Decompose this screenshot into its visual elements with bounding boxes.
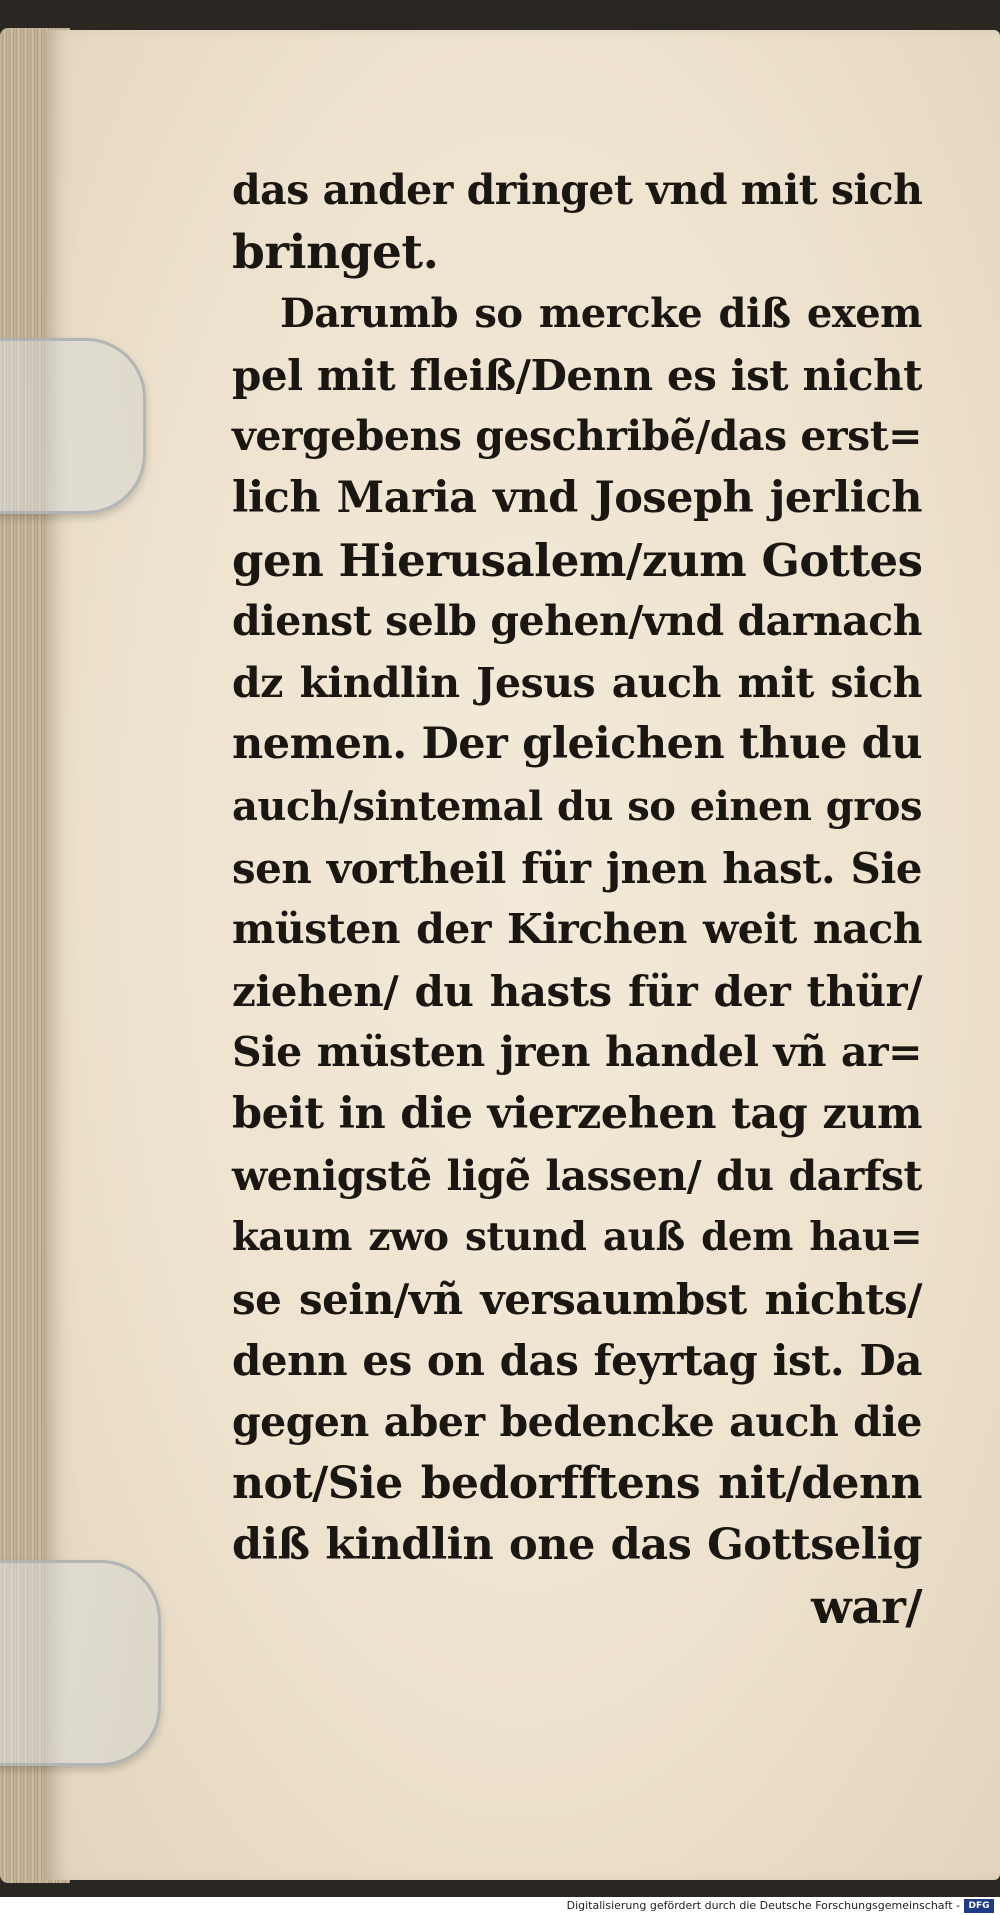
text-line: pel mit fleiß/Denn es ist nicht <box>232 350 922 400</box>
text-line: bringet. <box>232 224 439 280</box>
text-line: denn es on das feyrtag ist. Da <box>232 1336 922 1386</box>
digitization-footer <box>0 1897 1000 1915</box>
text-line: beit in die vierzehen tag zum <box>232 1088 922 1139</box>
page-clip-bottom <box>0 1560 161 1766</box>
funding-credit: Digitalisierung gefördert durch die Deutsche Forschungsgemeinschaft - <box>566 1899 960 1912</box>
text-line: se sein/vñ versaumbst nichts/ <box>232 1274 922 1324</box>
text-line: gegen aber bedencke auch die <box>232 1397 922 1446</box>
text-line: not/Sie bedorfftens nit/denn <box>232 1458 922 1510</box>
text-line: gen Hierusalem/zum Gottes <box>232 533 923 587</box>
text-line: Sie müsten jren handel vñ ar= <box>232 1028 922 1077</box>
text-line: kaum zwo stund auß dem hau= <box>232 1214 922 1261</box>
text-line: auch/sintemal du so einen gros <box>232 782 922 830</box>
text-line: das ander dringet vnd mit sich <box>232 166 923 214</box>
text-line: nemen. Der gleichen thue du <box>232 719 922 770</box>
text-line: sen vortheil für jnen hast. Sie <box>232 843 922 893</box>
text-line: vergebens geschribẽ/das erst= <box>232 412 922 461</box>
text-line: dz kindlin Jesus auch mit sich <box>232 658 922 707</box>
text-line: wenigstẽ ligẽ lassen/ du darfst <box>232 1151 922 1200</box>
text-line: Darumb so mercke diß exem <box>280 290 922 338</box>
body-text <box>232 160 922 1638</box>
catchword: war/ <box>811 1579 922 1635</box>
text-line: ziehen/ du hasts für der thür/ <box>232 966 922 1016</box>
dfg-logo: DFG <box>964 1899 994 1913</box>
text-line: müsten der Kirchen weit nach <box>232 905 922 954</box>
text-line: diß kindlin one das Gottselig <box>232 1520 922 1571</box>
page-clip-top <box>0 338 146 514</box>
text-line: dienst selb gehen/vnd darnach <box>232 597 922 646</box>
text-line: lich Maria vnd Joseph jerlich <box>232 472 922 523</box>
